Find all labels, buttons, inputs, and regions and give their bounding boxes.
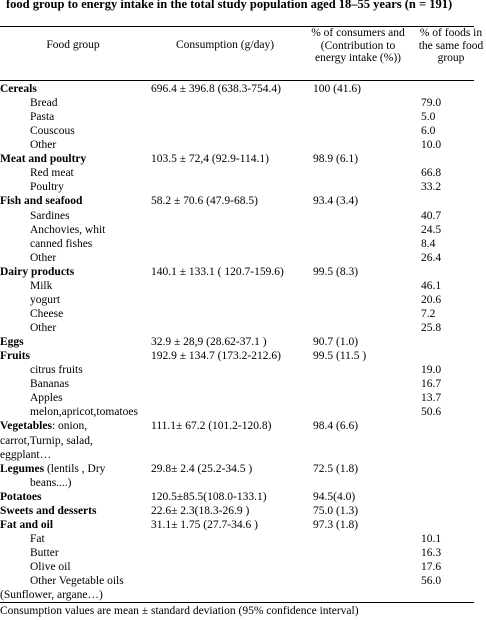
table-row — [0, 279, 474, 293]
foods-percent-cell: 5.0 — [421, 111, 436, 124]
table-row — [0, 152, 474, 166]
food-group-label: Legumes — [0, 462, 45, 475]
table-row — [0, 110, 474, 124]
food-group-cell — [30, 293, 60, 307]
food-group-cell — [30, 166, 74, 180]
table-row — [0, 560, 474, 574]
consumers-cell: 72.5 (1.8) — [313, 462, 359, 475]
consumers-cell: 99.5 (8.3) — [313, 265, 359, 278]
table-row — [0, 307, 474, 321]
food-group-label-suffix: (lentils , Dry — [44, 462, 106, 475]
table-row — [0, 588, 474, 602]
food-group-cell — [30, 391, 63, 405]
table-row — [0, 237, 474, 251]
header-consumers: % of consumers and (Contribution to energy intake (%)) — [311, 27, 405, 64]
table-row — [0, 251, 474, 265]
table-row — [0, 180, 474, 194]
food-group-cell — [30, 223, 105, 237]
foods-percent-cell: 6.0 — [421, 125, 436, 138]
food-group-label: Cereals — [0, 83, 37, 95]
table-row — [0, 209, 474, 223]
foods-percent-cell: 7.2 — [421, 307, 436, 320]
table-row — [0, 265, 474, 279]
food-group-cell — [30, 560, 71, 574]
food-group-cell — [0, 588, 103, 602]
consumption-cell: 696.4 ± 396.8 (638.3-754.4) — [151, 83, 281, 95]
food-group-label: Eggs — [0, 336, 24, 349]
table-row — [0, 448, 474, 462]
consumption-cell: 192.9 ± 134.7 (173.2-212.6) — [151, 350, 281, 363]
header-food-group: Food group — [46, 39, 100, 51]
header-foods: % of foods in the same food group — [418, 27, 484, 64]
table-row — [0, 363, 474, 377]
consumers-cell: 98.9 (6.1) — [313, 153, 359, 166]
food-group-label: Bread — [30, 97, 58, 110]
food-group-label: Dairy products — [0, 265, 75, 278]
food-group-label: Other — [30, 139, 57, 152]
food-group-label: Fish and seafood — [0, 195, 83, 208]
consumers-cell: 98.4 (6.6) — [313, 420, 359, 433]
food-group-cell — [0, 349, 30, 363]
food-group-label: Sweets and desserts — [0, 504, 97, 517]
food-group-label: Red meat — [30, 167, 74, 180]
food-group-cell — [30, 476, 72, 490]
food-group-cell — [30, 110, 54, 124]
header-consumption: Consumption (g/day) — [175, 39, 275, 51]
table-row — [0, 223, 474, 237]
table-row — [0, 96, 474, 110]
food-group-label: Milk — [30, 279, 53, 292]
food-group-label: Sardines — [30, 209, 70, 222]
food-group-cell — [30, 124, 75, 138]
table-footnote: Consumption values are mean ± standard deviation (95% confidence interval) — [0, 605, 359, 617]
food-group-label: Other — [30, 251, 57, 264]
foods-percent-cell: 33.2 — [421, 181, 442, 194]
consumption-cell: 140.1 ± 133.1 ( 120.7-159.6) — [151, 265, 284, 278]
header-rule — [0, 80, 474, 81]
consumption-cell: 58.2 ± 70.6 (47.9-68.5) — [151, 195, 258, 208]
food-group-label: yogurt — [30, 293, 61, 306]
food-group-label: Poultry — [30, 181, 64, 194]
consumption-cell: 103.5 ± 72,4 (92.9-114.1) — [151, 153, 269, 166]
consumers-cell: 90.7 (1.0) — [313, 336, 359, 349]
consumers-cell: 93.4 (3.4) — [313, 195, 359, 208]
food-group-label: Pasta — [30, 111, 55, 124]
food-group-label: melon,apricot,tomatoes — [30, 406, 138, 419]
food-group-cell — [30, 574, 124, 588]
food-group-label: (Sunflower, argane…) — [0, 589, 103, 602]
table-row — [0, 574, 474, 588]
consumers-cell: 99.5 (11.5 ) — [313, 350, 367, 363]
food-group-label: Apples — [30, 392, 63, 405]
food-group-cell — [30, 209, 70, 223]
food-group-label: Fat and oil — [0, 518, 54, 531]
consumers-cell: 94.5(4.0) — [313, 490, 356, 503]
table-row — [0, 124, 474, 138]
food-group-label: Cheese — [30, 307, 64, 320]
food-group-cell — [30, 237, 92, 251]
foods-percent-cell: 16.3 — [421, 546, 442, 559]
food-group-cell — [0, 462, 105, 476]
table-row — [0, 405, 474, 419]
foods-percent-cell: 50.6 — [421, 406, 442, 419]
table-row — [0, 462, 474, 476]
consumption-cell: 111.1± 67.2 (101.2-120.8) — [151, 420, 272, 433]
table-row — [0, 138, 474, 152]
table-row — [0, 532, 474, 546]
food-group-cell — [30, 377, 69, 391]
food-group-label: beans....) — [30, 476, 72, 489]
food-group-cell — [0, 504, 96, 518]
table-row — [0, 504, 474, 518]
foods-percent-cell: 13.7 — [421, 392, 442, 405]
foods-percent-cell: 46.1 — [421, 279, 442, 292]
foods-percent-cell: 19.0 — [421, 364, 442, 377]
food-group-cell — [0, 434, 93, 448]
table-row — [0, 321, 474, 335]
food-group-label: citrus fruits — [30, 364, 83, 377]
table-row — [0, 419, 474, 433]
food-group-cell — [30, 363, 83, 377]
food-group-label: Potatoes — [0, 490, 42, 503]
table-row — [0, 546, 474, 560]
table-row — [0, 349, 474, 363]
food-group-label: canned fishes — [30, 237, 93, 250]
consumption-cell: 29.8± 2.4 (25.2-34.5 ) — [151, 462, 253, 475]
foods-percent-cell: 56.0 — [421, 575, 442, 588]
consumption-cell: 120.5±85.5(108.0-133.1) — [151, 490, 267, 503]
bottom-rule — [0, 602, 474, 603]
foods-percent-cell: 40.7 — [421, 209, 442, 222]
food-group-cell — [0, 419, 87, 433]
foods-percent-cell: 66.8 — [421, 167, 442, 180]
food-group-cell — [30, 180, 64, 194]
food-group-cell — [0, 518, 53, 532]
table-row — [0, 434, 474, 448]
consumption-cell: 31.1± 1.75 (27.7-34.6 ) — [151, 518, 258, 531]
food-group-cell — [30, 251, 56, 265]
table-row — [0, 82, 474, 96]
food-group-cell — [30, 307, 63, 321]
consumers-cell: 97.3 (1.8) — [313, 518, 359, 531]
food-group-label: Vegetables — [0, 420, 52, 433]
food-group-cell — [0, 82, 37, 96]
food-group-cell — [0, 335, 24, 349]
table-row — [0, 377, 474, 391]
table-row — [0, 166, 474, 180]
foods-percent-cell: 79.0 — [421, 97, 442, 110]
table-row — [0, 335, 474, 349]
food-group-label: Fruits — [0, 350, 31, 363]
food-group-cell — [0, 448, 51, 462]
food-group-cell — [30, 532, 45, 546]
table-row — [0, 518, 474, 532]
food-group-label: Other — [30, 322, 57, 335]
food-group-cell — [0, 152, 86, 166]
food-group-cell — [30, 138, 56, 152]
table-row — [0, 194, 474, 208]
food-group-label: Other Vegetable oils — [30, 575, 124, 588]
table-row — [0, 293, 474, 307]
table-row — [0, 490, 474, 504]
foods-percent-cell: 10.0 — [421, 139, 442, 152]
food-group-cell — [30, 279, 52, 293]
food-group-cell — [0, 490, 42, 504]
food-group-label: eggplant… — [0, 448, 52, 461]
food-group-label-suffix: : onion, — [51, 420, 88, 433]
foods-percent-cell: 24.5 — [421, 223, 442, 236]
consumption-cell: 32.9 ± 28,9 (28.62-37.1 ) — [151, 336, 267, 349]
food-group-cell — [30, 546, 59, 560]
food-group-label: Butter — [30, 546, 59, 559]
consumption-cell: 22.6± 2.3(18.3-26.9 ) — [151, 504, 250, 517]
foods-percent-cell: 10.1 — [421, 532, 442, 545]
table-caption: food group to energy intake in the total study population aged 18–55 years (n = 191) — [6, 0, 453, 11]
foods-percent-cell: 26.4 — [421, 251, 442, 264]
food-group-cell — [30, 321, 56, 335]
food-group-cell — [30, 96, 57, 110]
foods-percent-cell: 20.6 — [421, 293, 442, 306]
foods-percent-cell: 16.7 — [421, 378, 442, 391]
consumers-cell: 75.0 (1.3) — [313, 504, 359, 517]
consumers-cell: 100 (41.6) — [313, 83, 361, 95]
foods-percent-cell: 25.8 — [421, 322, 442, 335]
food-group-label: Fat — [30, 532, 45, 545]
food-group-cell — [30, 405, 138, 419]
table-row — [0, 391, 474, 405]
food-group-label: Anchovies, whit — [30, 223, 106, 236]
foods-percent-cell: 8.4 — [421, 237, 436, 250]
table-row — [0, 476, 474, 490]
foods-percent-cell: 17.6 — [421, 561, 442, 574]
food-group-label: Couscous — [30, 125, 75, 138]
food-group-cell — [0, 194, 82, 208]
food-group-label: Meat and poultry — [0, 153, 87, 166]
food-group-label: Bananas — [30, 378, 69, 391]
food-group-label: Olive oil — [30, 561, 71, 574]
food-group-label: carrot,Turnip, salad, — [0, 434, 93, 447]
food-group-cell — [0, 265, 74, 279]
